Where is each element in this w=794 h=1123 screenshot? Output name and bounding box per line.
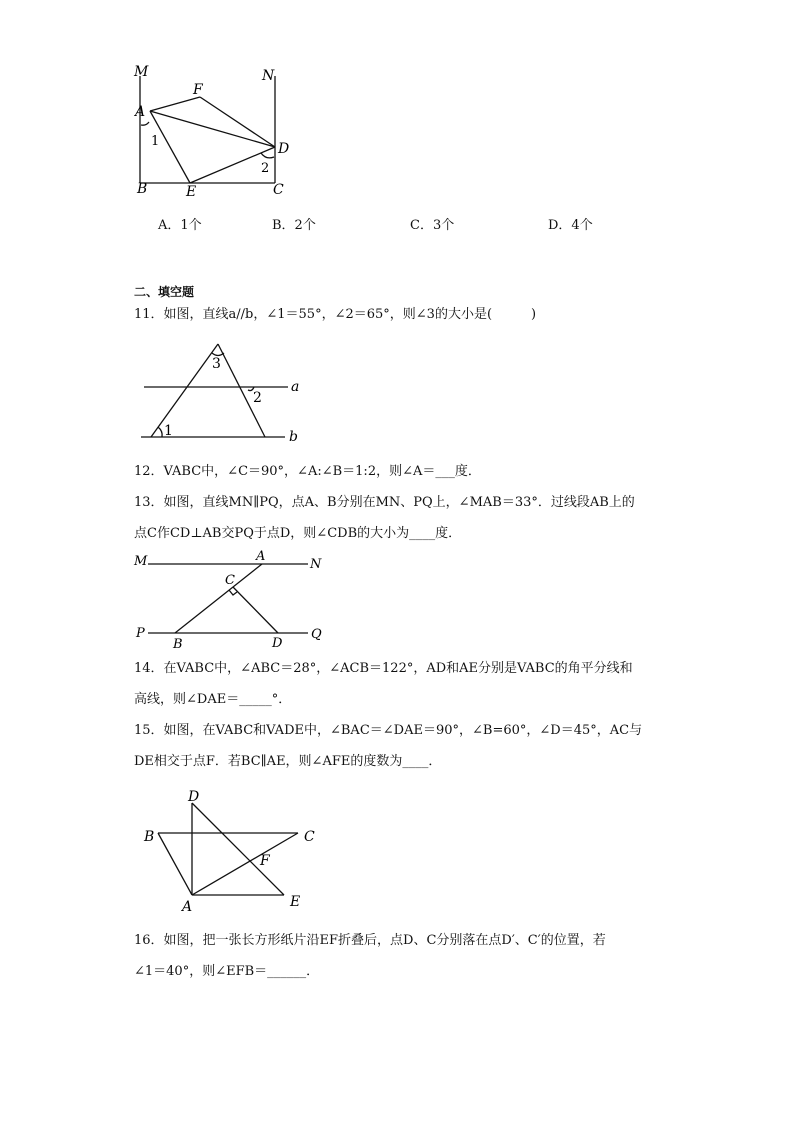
label-q: Q	[311, 627, 322, 642]
segment-ac	[192, 833, 298, 895]
q16-line1: 16．如图，把一张长方形纸片沿EF折叠后，点D、C分别落在点D′、C′的位置，若	[134, 933, 606, 948]
angle-1-arc	[141, 122, 149, 125]
label-angle-1: 1	[151, 134, 160, 149]
label-p: P	[136, 626, 145, 641]
label-d: D	[278, 141, 290, 157]
segment-ad	[150, 111, 275, 147]
figure-q13	[132, 548, 332, 650]
label-e: E	[186, 184, 197, 200]
q12-text: 12．VABC中，∠C＝90°，∠A:∠B＝1:2，则∠A＝___度．	[134, 464, 481, 479]
label-n: N	[262, 68, 275, 84]
label-f: F	[260, 853, 270, 869]
label-angle-1: 1	[164, 423, 173, 439]
segment-ba	[158, 833, 192, 895]
label-b: B	[144, 829, 155, 845]
segment-cd	[233, 587, 278, 633]
choice-a[interactable]: A．1个	[158, 218, 202, 233]
figure-q11	[138, 338, 308, 446]
figure-q15	[140, 785, 330, 915]
label-b: b	[289, 429, 298, 445]
label-n: N	[310, 557, 322, 572]
segment-fd	[200, 97, 275, 147]
label-f: F	[193, 82, 203, 98]
q11-text: 11．如图，直线a//b，∠1＝55°，∠2＝65°，则∠3的大小是( )	[134, 307, 537, 322]
choice-b[interactable]: B．2个	[272, 218, 316, 233]
label-b: B	[173, 637, 183, 650]
q13-line1: 13．如图，直线MN∥PQ，点A、B分别在MN、PQ上，∠MAB＝33°．过线段AB上的	[134, 495, 635, 510]
label-d: D	[272, 636, 283, 650]
label-c: C	[273, 182, 284, 198]
choice-d[interactable]: D．4个	[548, 218, 593, 233]
label-c: C	[225, 573, 235, 588]
label-c: C	[304, 829, 315, 845]
section-title: 二、填空题	[134, 285, 195, 299]
segment-af	[150, 97, 200, 111]
label-angle-2: 2	[261, 161, 270, 176]
angle-1-arc	[158, 427, 162, 437]
label-angle-3: 3	[212, 356, 221, 372]
q15-line2: DE相交于点F．若BC∥AE，则∠AFE的度数为____．	[134, 754, 442, 769]
q14-line1: 14．在VABC中，∠ABC＝28°，∠ACB＝122°，AD和AE分别是VABC的角平分线和	[134, 661, 633, 676]
q13-line2: 点C作CD⊥AB交PQ于点D，则∠CDB的大小为____度．	[134, 526, 462, 541]
q14-line2: 高线，则∠DAE＝_____°．	[134, 692, 292, 707]
label-a: A	[135, 104, 146, 120]
label-e: E	[290, 894, 301, 910]
label-d: D	[188, 789, 200, 805]
label-a: A	[182, 899, 193, 915]
figure-q10	[130, 62, 300, 202]
label-a: a	[291, 379, 300, 395]
choice-c[interactable]: C．3个	[410, 218, 455, 233]
segment-ab	[175, 564, 262, 633]
q15-line1: 15．如图，在VABC和VADE中，∠BAC＝∠DAE＝90°，∠B=60°，∠D＝45°，AC与	[134, 723, 643, 738]
label-b: B	[137, 181, 148, 197]
label-angle-2: 2	[253, 390, 262, 406]
label-a: A	[256, 549, 266, 564]
label-m: M	[134, 554, 148, 569]
segment-left	[151, 344, 218, 437]
q16-line2: ∠1＝40°，则∠EFB＝______．	[134, 964, 320, 979]
angle-2-arc	[261, 153, 274, 158]
label-m: M	[134, 64, 149, 80]
